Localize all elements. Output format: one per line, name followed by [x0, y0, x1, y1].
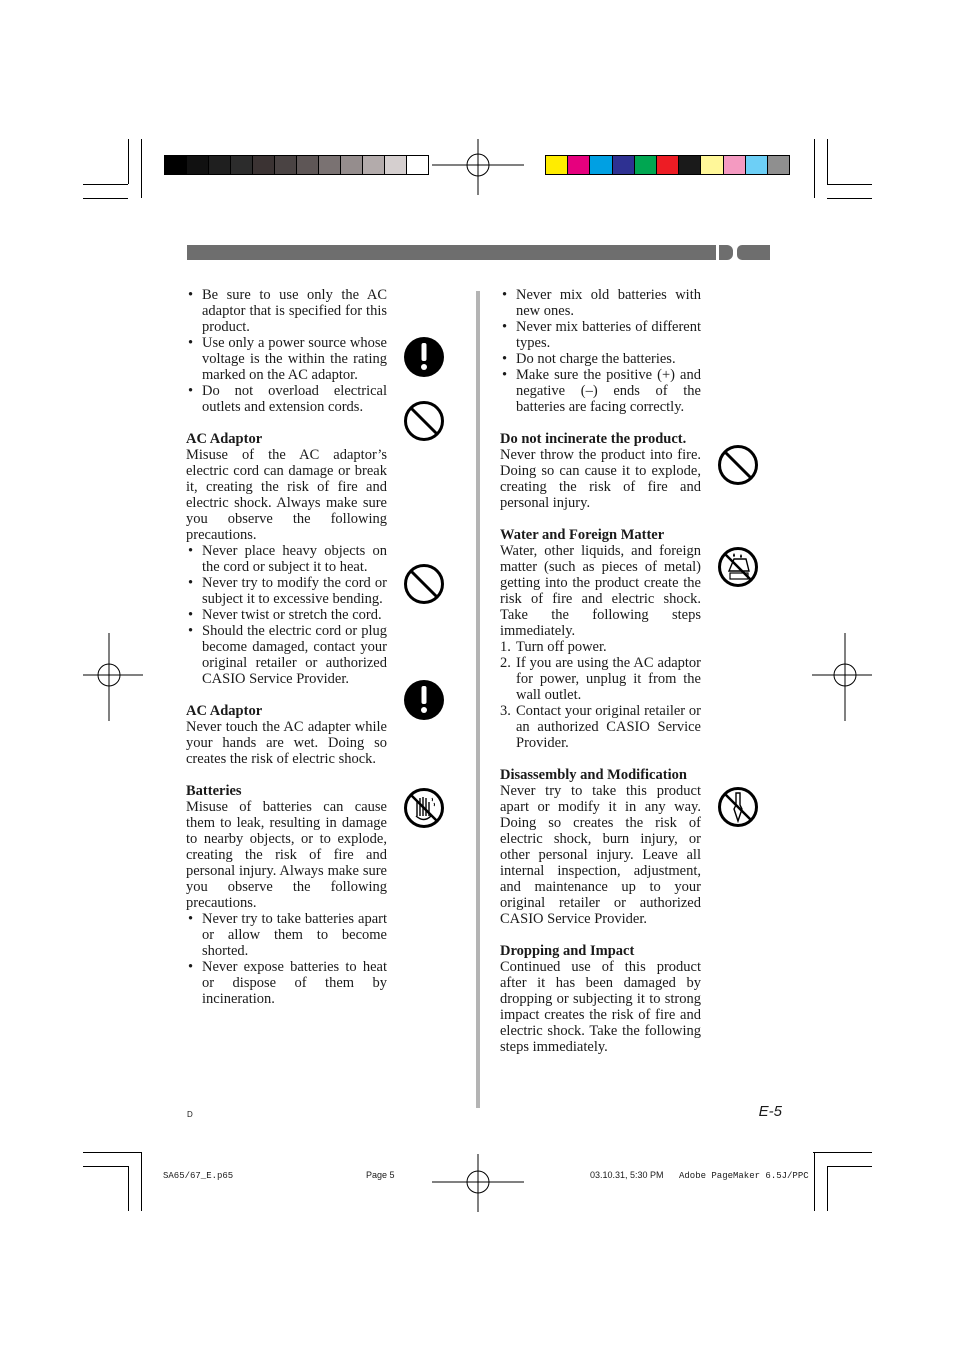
list-item: • Never mix batteries of different types.	[500, 319, 701, 351]
color-swatch	[230, 155, 253, 175]
color-swatch	[656, 155, 679, 175]
section-heading: AC Adaptor	[186, 703, 263, 719]
color-swatch	[700, 155, 723, 175]
color-swatch	[252, 155, 275, 175]
color-swatch	[723, 155, 746, 175]
registration-mark-bottom	[432, 1154, 524, 1212]
exclamation-warning-icon	[402, 678, 446, 722]
prohibition-icon	[716, 443, 760, 487]
list-item: • Should the electric cord or plug become damaged, contact your original retailer or authorized CASIO Service Provider.	[186, 623, 387, 687]
list-item: 1. Turn off power.	[500, 639, 607, 655]
color-swatch	[745, 155, 768, 175]
list-item: • Make sure the positive (+) and negative (–) ends of the batteries are facing correctly.	[500, 367, 701, 415]
color-swatch	[634, 155, 657, 175]
section-body: Never try to take this product apart or modify it in any way. Doing so creates the risk of electric shock, burn injury, or other personal injury. Leave all internal inspection, adjustment, and maintenance up to your original retailer or authorized CASIO Service Provider.	[500, 783, 701, 927]
section-body: Misuse of batteries can cause them to leak, resulting in damage to nearby objects, or to explode, creating the risk of fire and personal injury. Always make sure you observe the following precautions.	[186, 799, 387, 911]
registration-mark-right	[812, 633, 872, 721]
list-item: 2. If you are using the AC adaptor for power, unplug it from the wall outlet.	[500, 655, 701, 703]
list-item: • Never mix old batteries with new ones.	[500, 287, 701, 319]
slug-page: Page 5	[366, 1170, 395, 1180]
steps-list	[500, 639, 701, 751]
list-item: • Never expose batteries to heat or dispose of them by incineration.	[186, 959, 387, 1007]
list-item: • Never place heavy objects on the cord or subject it to heat.	[186, 543, 387, 575]
section-heading: Disassembly and Modification	[500, 767, 687, 783]
section-body: Continued use of this product after it has been damaged by dropping or subjecting it to strong impact creates the risk of fire and electric shock. Take the following steps immediately.	[500, 959, 701, 1055]
left-column	[186, 287, 387, 1007]
color-swatch	[296, 155, 319, 175]
color-swatch	[406, 155, 429, 175]
color-swatch	[612, 155, 635, 175]
section-heading: Dropping and Impact	[500, 943, 635, 959]
color-swatch	[274, 155, 297, 175]
color-swatch	[589, 155, 612, 175]
section-body: Misuse of the AC adaptor’s electric cord can damage or break it, creating the risk of fire and electric shock. Always make sure you observe the following precautions.	[186, 447, 387, 543]
section-heading: Batteries	[186, 783, 242, 799]
section-body: Water, other liquids, and foreign matter (such as pieces of metal) getting into the product create the risk of fire and electric shock. Take the following steps immediately.	[500, 543, 701, 639]
ac-adaptor-bullet-list	[186, 543, 387, 687]
section-body: Never throw the product into fire. Doing so can cause it to explode, creating the risk of fire and personal injury.	[500, 447, 701, 511]
list-item: • Be sure to use only the AC adaptor that is specified for this product.	[186, 287, 387, 335]
color-swatch	[208, 155, 231, 175]
slug-file-name: SA65/67_E.p65	[163, 1171, 234, 1181]
prohibition-icon	[402, 562, 446, 606]
footer-mark: D	[187, 1110, 193, 1119]
section-heading: Do not incinerate the product.	[500, 431, 687, 447]
column-divider	[476, 291, 480, 1108]
color-swatch	[545, 155, 568, 175]
page-number: E-5	[758, 1103, 782, 1120]
list-item: • Never try to modify the cord or subject it to excessive bending.	[186, 575, 387, 607]
registration-mark-top	[432, 139, 524, 195]
list-item: • Do not overload electrical outlets and extension cords.	[186, 383, 387, 415]
slug-application: Adobe PageMaker 6.5J/PPC	[679, 1171, 809, 1181]
battery-bullet-list	[500, 287, 701, 415]
section-heading: AC Adaptor	[186, 431, 263, 447]
color-swatch	[318, 155, 341, 175]
color-swatch	[186, 155, 209, 175]
no-water-icon	[716, 545, 760, 589]
color-swatch	[567, 155, 590, 175]
color-swatch	[340, 155, 363, 175]
no-disassembly-icon	[716, 785, 760, 829]
list-item: • Never twist or stretch the cord.	[186, 607, 387, 623]
registration-mark-left	[83, 633, 143, 721]
list-item: • Never try to take batteries apart or allow them to become shorted.	[186, 911, 387, 959]
exclamation-warning-icon	[402, 335, 446, 379]
color-swatch	[362, 155, 385, 175]
prohibition-icon	[402, 399, 446, 443]
color-swatch	[164, 155, 187, 175]
intro-bullet-list	[186, 287, 387, 415]
header-band	[187, 245, 716, 260]
no-wet-hands-icon	[402, 786, 446, 830]
list-item: 3. Contact your original retailer or an authorized CASIO Service Provider.	[500, 703, 701, 751]
header-band-end	[737, 245, 770, 260]
list-item: • Use only a power source whose voltage is the within the rating marked on the AC adaptor.	[186, 335, 387, 383]
header-band-tab	[719, 245, 733, 260]
slug-timestamp: 03.10.31, 5:30 PM	[590, 1170, 664, 1180]
section-heading: Water and Foreign Matter	[500, 527, 665, 543]
color-swatch	[767, 155, 790, 175]
batteries-bullet-list	[186, 911, 387, 1007]
color-swatch	[384, 155, 407, 175]
color-swatch	[678, 155, 701, 175]
right-column	[500, 287, 701, 1055]
section-body: Never touch the AC adapter while your hands are wet. Doing so creates the risk of electric shock.	[186, 719, 387, 767]
list-item: • Do not charge the batteries.	[500, 351, 701, 367]
